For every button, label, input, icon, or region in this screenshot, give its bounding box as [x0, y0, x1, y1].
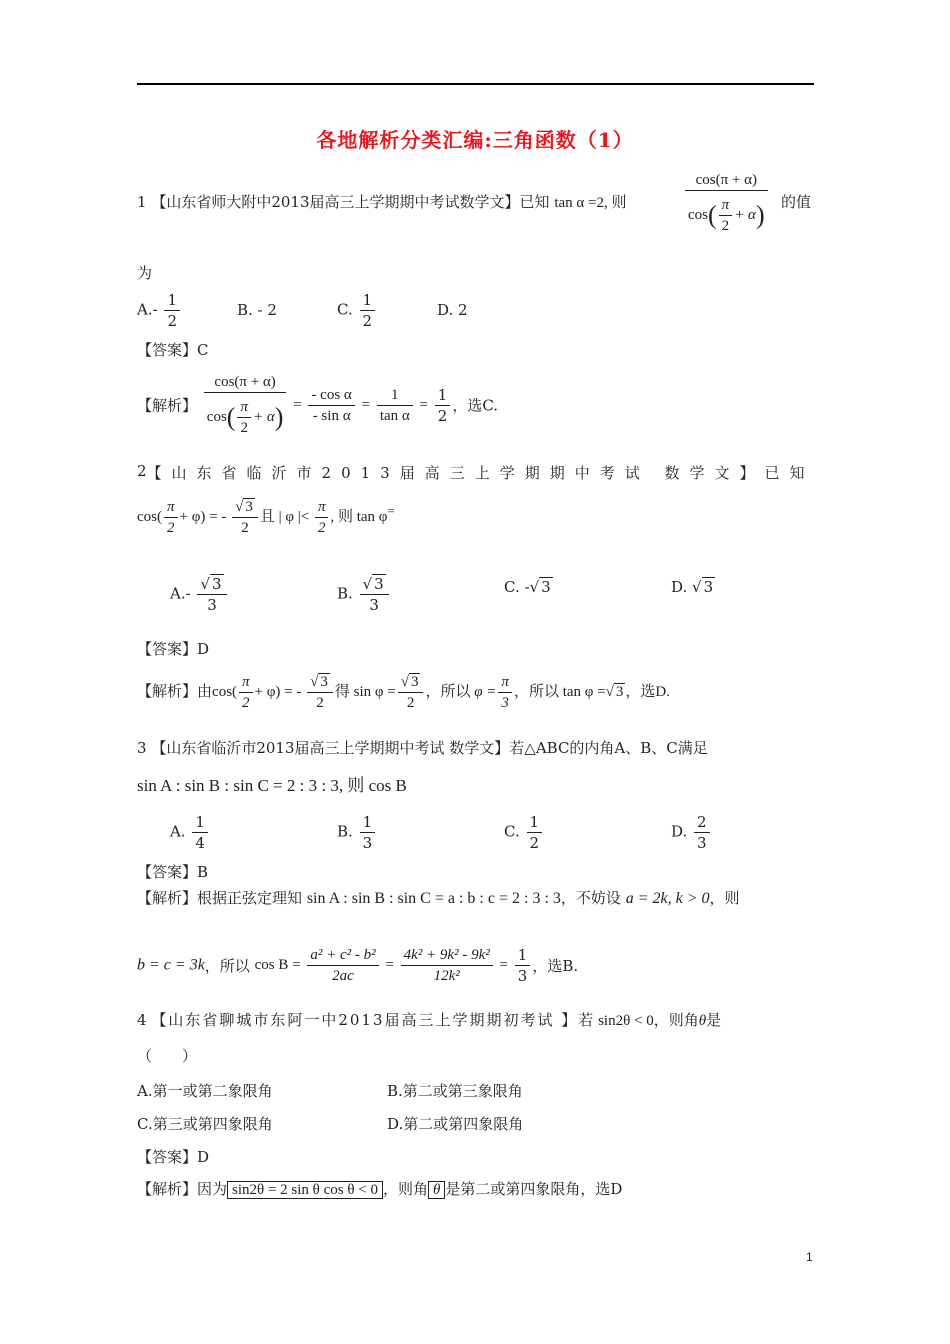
- q1-option-b: B. - 2: [237, 301, 277, 319]
- q3-solution-line1: 【解析】根据正弦定理知 sin A : sin B : sin C = a : b : c = 2 : 3 : 3，不妨设 a = 2k, k > 0，则: [137, 889, 740, 907]
- q3-source: 【山东省临沂市2013届高三上学期期中考试 数学文】: [151, 739, 510, 757]
- q4-source: 【山东省聊城市东阿一中2013届高三上学期期初考试 】: [151, 1011, 579, 1029]
- q1-stem: [137, 191, 626, 212]
- q4-boxed-expression: sin2θ = 2 sin θ cos θ < 0: [227, 1181, 383, 1199]
- q2-source: 【山东省临沂市2013届高三上学期期中考试 数学文】已知: [146, 464, 815, 482]
- q1-source: 【山东省师大附中2013届高三上学期期中考试数学文】: [151, 193, 520, 211]
- q1-condition: tan α =2, 则: [554, 195, 627, 211]
- q4-option-b: B.第二或第三象限角: [387, 1082, 523, 1100]
- q4-paren: （ ）: [137, 1047, 198, 1065]
- q1-frac-num: cos(π + α): [685, 170, 768, 191]
- q4-stem: 4 【山东省聊城市东阿一中2013届高三上学期期初考试 】若 sin2θ < 0，则角θ是: [137, 1011, 722, 1029]
- q1-number: 1: [137, 193, 147, 211]
- q3-stem: 3 【山东省临沂市2013届高三上学期期中考试 数学文】若△ABC的内角A、B、C满足: [137, 739, 708, 757]
- q4-answer: 【答案】D: [137, 1148, 210, 1166]
- q2-option-d: D. √ 3: [671, 578, 714, 596]
- q3-answer: 【答案】B: [137, 863, 209, 881]
- q1-stem-text: 已知: [519, 193, 550, 211]
- q2-option-c: C. -√ 3: [504, 578, 551, 596]
- q3-option-b: B. $\frac{1}{3}$: [337, 812, 377, 853]
- q2-answer: 【答案】D: [137, 640, 210, 658]
- q4-option-a: A.第一或第二象限角: [137, 1082, 273, 1100]
- q1-option-d: D. 2: [437, 301, 468, 319]
- q1-answer: 【答案】C: [137, 341, 209, 359]
- q2-option-b: B. $\frac{√ 3}{3}$: [337, 574, 391, 615]
- q4-solution: 【解析】因为 sin2θ = 2 sin θ cos θ < 0 ，则角 θ 是第二或第四象限角，选D: [137, 1180, 623, 1198]
- q3-solution-line2: b = c = 3k，所以 cos B = $\frac{\text{a² + c² - b²}}{2ac}$ = $\frac{\text{4k² + 9k² - 9k²}}{\text{12k²}}$ = $\frac{1}{3}$ ，选B.: [137, 946, 579, 985]
- q2-header: [137, 462, 814, 483]
- q1-fraction: [683, 170, 770, 236]
- q3-option-d: D. $\frac{2}{3}$: [671, 812, 712, 853]
- q1-solution: 【解析】 cos(π + α) cos( $\frac{\pi}{2}$ + α) = $\frac{\text{- cos α}}{\text{- sin α}}$ = $\frac{1}{\text{tan α}}$ = $\frac{1}{2}$ ，选C.: [137, 374, 499, 436]
- q1-stem-tail: 的值: [781, 193, 812, 211]
- q4-option-d: D.第二或第四象限角: [387, 1115, 524, 1133]
- q1-option-a: A.- $\frac{1}{2}$: [137, 290, 182, 331]
- q2-solution: 【解析】由cos( $\frac{\pi}{2}$ + φ) = - $\frac{√ 3}{2}$ 得 sin φ = $\frac{√ 3}{2}$ ，所以 φ = $\frac{\pi}{3}$ ，所以 tan φ =√ 3 ，选D.: [137, 674, 670, 711]
- q4-boxed-theta: θ: [428, 1181, 445, 1199]
- q3-number: 3: [137, 739, 147, 757]
- q3-option-a: A. $\frac{1}{4}$: [170, 812, 210, 853]
- q2-option-a: A.- $\frac{√ 3}{3}$: [170, 574, 229, 615]
- q2-condition: cos( $\frac{\pi}{2}$ + φ) = - $\frac{√ 3}{2}$ 且 | φ |< $\frac{\pi}{2}$ , 则 tan φ=: [137, 499, 395, 536]
- q3-condition: sin A : sin B : sin C = 2 : 3 : 3, 则 cos B: [137, 776, 407, 795]
- page-number: 1: [806, 1250, 813, 1264]
- q4-number: 4: [137, 1011, 147, 1029]
- q1-stem-tail2: 为: [137, 264, 153, 282]
- header-rule: [137, 83, 814, 85]
- page-title: 各地解析分类汇编:三角函数（1）: [316, 128, 634, 152]
- q4-option-c: C.第三或第四象限角: [137, 1115, 273, 1133]
- q3-option-c: C. $\frac{1}{2}$: [504, 812, 544, 853]
- q1-frac-den: cos( $\frac{\pi}{2}$ + α): [688, 197, 765, 234]
- q1-option-c: C. $\frac{1}{2}$: [337, 290, 377, 331]
- q2-number: 2: [137, 462, 147, 480]
